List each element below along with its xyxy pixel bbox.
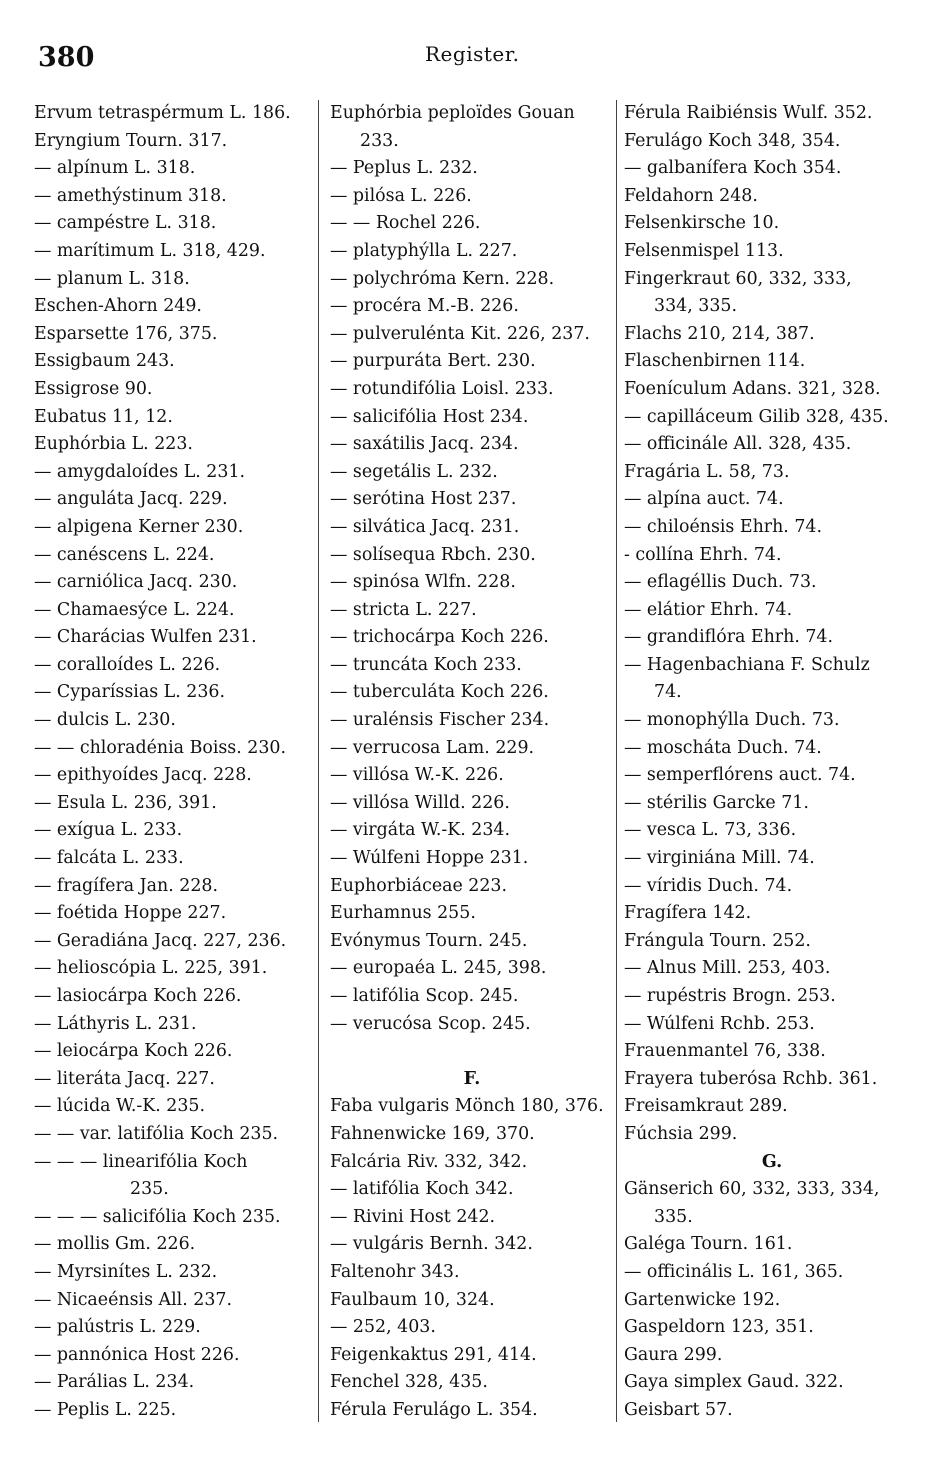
index-entry: — exígua L. 233.	[34, 820, 183, 841]
index-entry: Essigbaum 243.	[34, 351, 175, 372]
index-entry: — literáta Jacq. 227.	[34, 1068, 215, 1089]
index-entry: — foétida Hoppe 227.	[34, 903, 227, 924]
index-entry: — polychróma Kern. 228.	[330, 268, 555, 289]
index-entry: — Peplus L. 232.	[330, 158, 478, 179]
index-entry: — truncáta Koch 233.	[330, 654, 522, 675]
index-entry: Ferulágo Koch 348, 354.	[624, 130, 841, 151]
index-entry: — segetális L. 232.	[330, 461, 498, 482]
index-entry: — epithyoídes Jacq. 228.	[34, 765, 252, 786]
index-entry: — solísequa Rbch. 230.	[330, 544, 536, 565]
index-entry: Felsenkirsche 10.	[624, 213, 780, 234]
index-entry: Gänserich 60, 332, 333, 334,	[624, 1179, 880, 1200]
index-entry: — virginiána Mill. 74.	[624, 848, 815, 869]
index-entry: Euphórbia peploïdes Gouan	[330, 103, 575, 123]
index-entry: — Láthyris L. 231.	[34, 1013, 197, 1034]
index-entry: 74.	[654, 682, 682, 703]
index-entry: Fragária L. 58, 73.	[624, 461, 790, 482]
index-entry: — officinális L. 161, 365.	[624, 1261, 844, 1282]
index-entry: — chiloénsis Ehrh. 74.	[624, 516, 823, 537]
index-entry: — falcáta L. 233.	[34, 848, 184, 869]
index-entry: — pannónica Host 226.	[34, 1344, 240, 1365]
index-entry: Frauenmantel 76, 338.	[624, 1041, 826, 1062]
index-column-2	[330, 100, 614, 1425]
index-entry: — — Rochel 226.	[330, 213, 481, 234]
index-entry: Frayera tuberósa Rchb. 361.	[624, 1068, 878, 1089]
index-entry: Fragífera 142.	[624, 903, 752, 924]
index-entry: Fahnenwicke 169, 370.	[330, 1123, 535, 1144]
index-entry: 334, 335.	[654, 296, 737, 317]
index-entry: — galbanífera Koch 354.	[624, 158, 842, 179]
index-entry: — coralloídes L. 226.	[34, 654, 221, 675]
index-entry: Eschen-Ahorn 249.	[34, 296, 202, 317]
index-entry: — Wúlfeni Hoppe 231.	[330, 848, 529, 869]
index-entry: - collína Ehrh. 74.	[624, 544, 782, 565]
index-entry: — lúcida W.-K. 235.	[34, 1096, 206, 1117]
index-entry: Flaschenbirnen 114.	[624, 351, 806, 372]
index-entry: — stérilis Garcke 71.	[624, 792, 809, 813]
index-entry: — canéscens L. 224.	[34, 544, 215, 565]
index-entry: — — — salicifólia Koch 235.	[34, 1206, 281, 1227]
index-entry: Flachs 210, 214, 387.	[624, 323, 815, 344]
running-head: Register.	[425, 42, 520, 66]
index-entry: Ervum tetraspérmum L. 186.	[34, 103, 291, 123]
index-entry: — Cyparíssias L. 236.	[34, 682, 225, 703]
index-entry: Foenículum Adans. 321, 328.	[624, 378, 881, 399]
index-entry: Fenchel 328, 435.	[330, 1372, 488, 1393]
index-entry: Gaspeldorn 123, 351.	[624, 1317, 814, 1338]
index-entry: — elátior Ehrh. 74.	[624, 599, 793, 620]
index-entry: — alpínum L. 318.	[34, 158, 196, 179]
index-entry: — pulverulénta Kit. 226, 237.	[330, 323, 590, 344]
index-entry: — procéra M.-B. 226.	[330, 296, 519, 317]
index-entry: — Esula L. 236, 391.	[34, 792, 217, 813]
index-entry: — Rivini Host 242.	[330, 1206, 496, 1227]
index-entry: Fúchsia 299.	[624, 1123, 738, 1144]
index-entry: Falcária Riv. 332, 342.	[330, 1151, 528, 1172]
index-entry: — verucósa Scop. 245.	[330, 1013, 531, 1034]
index-entry: Felsenmispel 113.	[624, 240, 784, 261]
index-entry: — alpína auct. 74.	[624, 489, 784, 510]
index-entry	[330, 1038, 614, 1066]
index-entry: — helioscópia L. 225, 391.	[34, 958, 268, 979]
index-entry: — marítimum L. 318, 429.	[34, 240, 266, 261]
index-entry: — monophýlla Duch. 73.	[624, 710, 840, 731]
index-entry: — Peplis L. 225.	[34, 1399, 177, 1420]
index-entry: — stricta L. 227.	[330, 599, 477, 620]
index-entry: — rupéstris Brogn. 253.	[624, 986, 836, 1006]
index-entry: Geisbart 57.	[624, 1399, 733, 1420]
index-entry: Feldahorn 248.	[624, 185, 758, 206]
index-entry: Esparsette 176, 375.	[34, 323, 218, 344]
index-entry: 233.	[360, 130, 399, 151]
index-entry: Frángula Tourn. 252.	[624, 930, 811, 951]
index-entry: Férula Raibiénsis Wulf. 352.	[624, 103, 873, 123]
index-entry: — Hagenbachiana F. Schulz	[624, 654, 870, 675]
index-entry: — pilósa L. 226.	[330, 185, 472, 206]
index-entry: — fragífera Jan. 228.	[34, 875, 218, 896]
index-entry: — Wúlfeni Rchb. 253.	[624, 1013, 815, 1034]
index-entry: Eubatus 11, 12.	[34, 406, 173, 427]
index-entry: — amethýstinum 318.	[34, 185, 227, 206]
index-entry: — silvática Jacq. 231.	[330, 516, 520, 537]
index-entry: — Geradiána Jacq. 227, 236.	[34, 930, 287, 951]
index-column-3	[624, 100, 920, 1425]
index-entry: — Parálias L. 234.	[34, 1372, 195, 1393]
index-entry: Euphorbiáceae 223.	[330, 875, 508, 896]
index-entry: — latifólia Koch 342.	[330, 1179, 514, 1200]
index-entry: — saxátilis Jacq. 234.	[330, 434, 519, 455]
index-entry: Faba vulgaris Mönch 180, 376.	[330, 1096, 604, 1117]
index-entry: — planum L. 318.	[34, 268, 190, 289]
column-divider	[616, 100, 617, 1422]
index-entry: G.	[761, 1151, 783, 1172]
index-entry: Eurhamnus 255.	[330, 903, 476, 924]
index-entry: Férula Ferulágo L. 354.	[330, 1399, 538, 1420]
index-entry: Essigrose 90.	[34, 378, 153, 399]
index-entry: Faulbaum 10, 324.	[330, 1289, 495, 1310]
index-entry: Faltenohr 343.	[330, 1261, 460, 1282]
index-entry: Gaya simplex Gaud. 322.	[624, 1372, 844, 1393]
index-entry: Gaura 299.	[624, 1344, 723, 1365]
index-entry: — vulgáris Bernh. 342.	[330, 1234, 533, 1255]
index-entry: — amygdaloídes L. 231.	[34, 461, 246, 482]
index-entry: — officinále All. 328, 435.	[624, 434, 852, 455]
index-entry: — leiocárpa Koch 226.	[34, 1041, 233, 1062]
index-entry: — salicifólia Host 234.	[330, 406, 529, 427]
index-entry: — víridis Duch. 74.	[624, 875, 793, 896]
index-entry: Eryngium Tourn. 317.	[34, 130, 228, 151]
index-entry: — grandiflóra Ehrh. 74.	[624, 627, 834, 648]
index-entry: — platyphýlla L. 227.	[330, 240, 518, 261]
index-entry: — semperflórens auct. 74.	[624, 765, 856, 786]
index-entry: — Charácias Wulfen 231.	[34, 627, 257, 648]
page-number: 380	[38, 42, 95, 73]
index-entry: — mollis Gm. 226.	[34, 1234, 196, 1255]
index-entry: — serótina Host 237.	[330, 489, 517, 510]
index-entry: — rotundifólia Loisl. 233.	[330, 378, 554, 399]
index-entry: — purpuráta Bert. 230.	[330, 351, 536, 372]
index-entry: Freisamkraut 289.	[624, 1096, 788, 1117]
index-entry: Euphórbia L. 223.	[34, 434, 193, 455]
index-entry: 335.	[654, 1206, 693, 1227]
index-entry: — villósa W.-K. 226.	[330, 765, 504, 786]
index-entry: — — chloradénia Boiss. 230.	[34, 737, 287, 758]
index-entry: Feigenkaktus 291, 414.	[330, 1344, 537, 1365]
index-entry: F.	[463, 1068, 481, 1089]
index-entry: — vesca L. 73, 336.	[624, 820, 797, 841]
index-entry: — — var. latifólia Koch 235.	[34, 1123, 279, 1144]
index-entry: — capilláceum Gilib 328, 435.	[624, 406, 889, 427]
index-entry: Evónymus Tourn. 245.	[330, 930, 528, 951]
index-entry: — eflagéllis Duch. 73.	[624, 572, 817, 593]
column-divider	[318, 100, 319, 1422]
index-entry: — carniólica Jacq. 230.	[34, 572, 238, 593]
index-entry: — campéstre L. 318.	[34, 213, 217, 234]
index-entry: — europaéa L. 245, 398.	[330, 958, 547, 979]
index-entry: — verrucosa Lam. 229.	[330, 737, 535, 758]
index-entry: — lasiocárpa Koch 226.	[34, 986, 242, 1006]
index-entry: Galéga Tourn. 161.	[624, 1234, 793, 1255]
index-entry: — anguláta Jacq. 229.	[34, 489, 228, 510]
index-column-1	[34, 100, 312, 1425]
index-entry: — Myrsinítes L. 232.	[34, 1261, 218, 1282]
index-entry: — tuberculáta Koch 226.	[330, 682, 549, 703]
index-entry: — trichocárpa Koch 226.	[330, 627, 549, 648]
index-entry: — alpigena Kerner 230.	[34, 516, 244, 537]
index-entry: Gartenwicke 192.	[624, 1289, 781, 1310]
index-entry: — uralénsis Fischer 234.	[330, 710, 550, 731]
index-entry: Fingerkraut 60, 332, 333,	[624, 268, 852, 289]
index-entry: — 252, 403.	[330, 1317, 436, 1338]
index-entry: — virgáta W.-K. 234.	[330, 820, 511, 841]
index-entry: — — — linearifólia Koch	[34, 1151, 248, 1172]
index-entry: — Chamaesýce L. 224.	[34, 599, 235, 620]
index-entry: 235.	[130, 1179, 169, 1200]
index-entry: — Nicaeénsis All. 237.	[34, 1289, 232, 1310]
index-entry: — villósa Willd. 226.	[330, 792, 510, 813]
index-entry: — latifólia Scop. 245.	[330, 986, 519, 1006]
index-entry: — spinósa Wlfn. 228.	[330, 572, 516, 593]
index-entry: — moscháta Duch. 74.	[624, 737, 822, 758]
index-entry: — dulcis L. 230.	[34, 710, 176, 731]
index-entry: — Alnus Mill. 253, 403.	[624, 958, 831, 979]
index-entry: — palústris L. 229.	[34, 1317, 201, 1338]
